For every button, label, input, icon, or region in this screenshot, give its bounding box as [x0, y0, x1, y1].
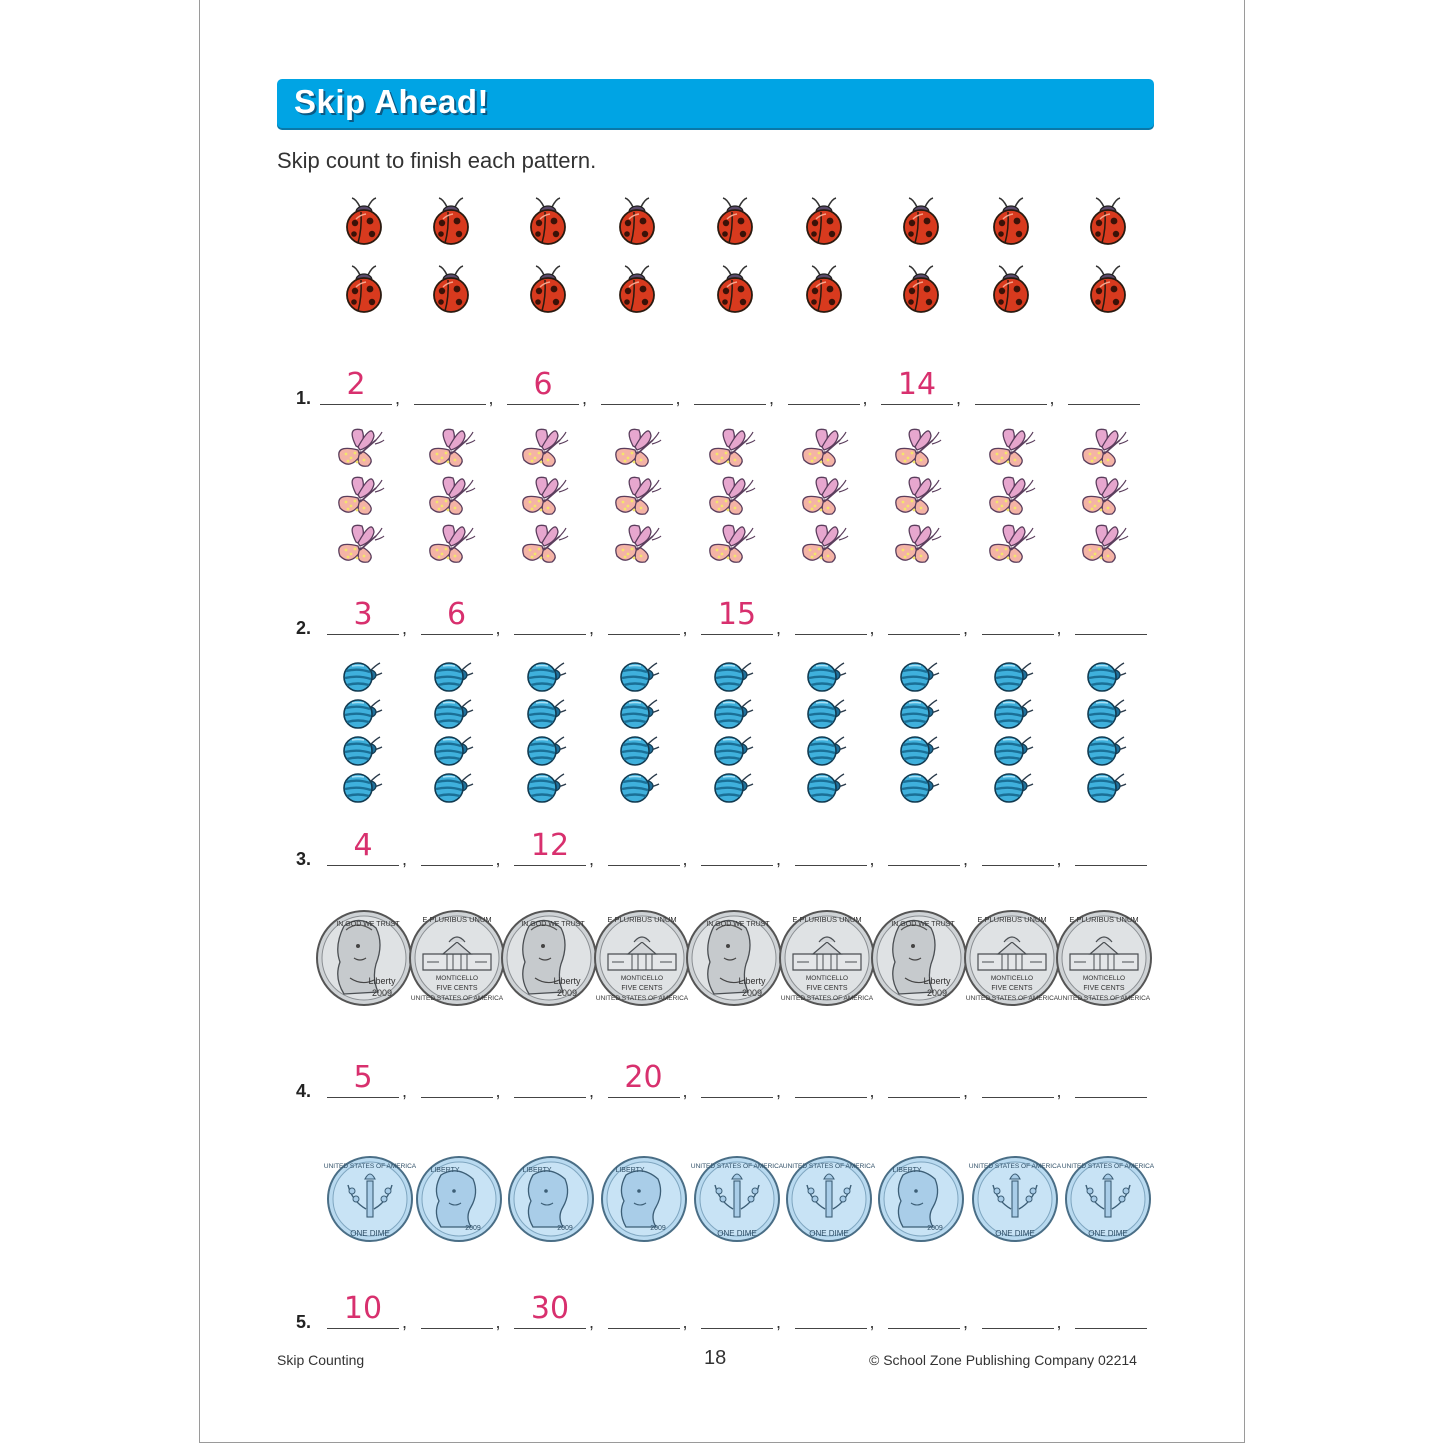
ladybug-icon [531, 198, 565, 244]
beetle-icon [715, 700, 753, 728]
butterfly-icon [616, 525, 661, 562]
answer-blank[interactable] [888, 1067, 960, 1098]
nickel-motto: IN GOD WE TRUST [521, 921, 585, 928]
ladybug-icon [1091, 266, 1125, 312]
dime-country: UNITED STATES OF AMERICA [968, 1163, 1062, 1170]
beetle-icon [995, 663, 1033, 691]
answer-value: 20 [624, 1060, 663, 1095]
ladybug-icon [904, 198, 938, 244]
answer-blank[interactable] [982, 1298, 1054, 1329]
nickel-monticello: MONTICELLO [805, 975, 849, 982]
separator-comma: , [776, 618, 782, 638]
beetle-icon [344, 737, 382, 765]
nickel-value: FIVE CENTS [436, 985, 478, 992]
answer-blank[interactable] [701, 597, 773, 635]
answer-blank[interactable] [608, 1298, 680, 1329]
ladybug-icon [434, 266, 468, 312]
nickel-country: UNITED STATES OF AMERICA [410, 995, 504, 1002]
butterfly-icon [339, 525, 384, 562]
answer-blank[interactable] [421, 1298, 493, 1329]
nickel-liberty: Liberty [738, 976, 766, 986]
nickel-motto: IN GOD WE TRUST [706, 921, 770, 928]
butterfly-icon [803, 429, 848, 466]
dime-liberty: LIBERTY [522, 1167, 552, 1174]
answer-blank[interactable] [982, 835, 1054, 866]
beetle-icon [715, 737, 753, 765]
separator-comma: , [495, 1081, 501, 1101]
problem-row [0, 367, 1445, 422]
answer-value: 30 [530, 1291, 570, 1326]
nickel-value: FIVE CENTS [991, 985, 1033, 992]
beetle-icon [995, 700, 1033, 728]
separator-comma: , [862, 388, 868, 408]
separator-comma: , [963, 1081, 969, 1101]
nickel-motto: IN GOD WE TRUST [336, 921, 400, 928]
beetle-icon [1088, 737, 1126, 765]
ladybug-icon [718, 266, 752, 312]
ladybug-icon [994, 266, 1028, 312]
beetle-icon [808, 774, 846, 802]
answer-blank[interactable] [975, 374, 1047, 405]
beetle-icon [528, 774, 566, 802]
separator-comma: , [963, 1312, 969, 1332]
separator-comma: , [402, 1312, 408, 1332]
ladybug-icon [347, 266, 381, 312]
nickel-motto: IN GOD WE TRUST [891, 921, 955, 928]
separator-comma: , [776, 849, 782, 869]
answer-value: 15 [717, 597, 757, 632]
beetle-icon [435, 737, 473, 765]
separator-comma: , [589, 1312, 595, 1332]
butterfly-icon [1083, 429, 1128, 466]
beetle-icon [528, 663, 566, 691]
separator-comma: , [589, 849, 595, 869]
dime-value: ONE DIME [809, 1229, 849, 1238]
answer-blank[interactable] [795, 835, 867, 866]
dime-country: UNITED STATES OF AMERICA [1061, 1163, 1155, 1170]
beetle-icon [528, 700, 566, 728]
separator-comma: , [402, 849, 408, 869]
separator-comma: , [682, 849, 688, 869]
butterfly-icon [523, 477, 568, 514]
nickel-pluribus: E PLURIBUS UNUM [607, 915, 677, 924]
separator-comma: , [869, 1312, 875, 1332]
dime-value: ONE DIME [350, 1229, 390, 1238]
beetle-icon [995, 737, 1033, 765]
ladybug-icon [807, 266, 841, 312]
beetle-icon [1088, 774, 1126, 802]
separator-comma: , [1056, 618, 1062, 638]
answer-blank[interactable] [888, 835, 960, 866]
page-number: 18 [704, 1347, 727, 1369]
beetle-icon [715, 663, 753, 691]
separator-comma: , [495, 1312, 501, 1332]
beetle-icon [1088, 663, 1126, 691]
beetle-icon [621, 700, 659, 728]
answer-value: 14 [897, 367, 937, 402]
separator-comma: , [682, 1081, 688, 1101]
instructions: Skip count to finish each pattern. [277, 148, 597, 173]
butterfly-icon [1083, 525, 1128, 562]
separator-comma: , [869, 618, 875, 638]
ladybug-icon [1091, 198, 1125, 244]
beetle-icon [528, 737, 566, 765]
separator-comma: , [402, 1081, 408, 1101]
butterfly-icon [896, 525, 941, 562]
butterfly-icon [1083, 477, 1128, 514]
nickel-pluribus: E PLURIBUS UNUM [1069, 915, 1139, 924]
nickel-liberty: Liberty [553, 976, 581, 986]
answer-blank[interactable] [701, 1067, 773, 1098]
answer-value: 5 [353, 1060, 373, 1095]
beetle-icon [901, 663, 939, 691]
answer-blank[interactable] [608, 835, 680, 866]
problem-row [0, 1291, 1445, 1346]
problem-row [0, 597, 1445, 652]
dime-country: UNITED STATES OF AMERICA [690, 1163, 784, 1170]
page-title: Skip Ahead! [294, 83, 489, 120]
answer-blank[interactable] [414, 374, 486, 405]
separator-comma: , [488, 388, 494, 408]
separator-comma: , [402, 618, 408, 638]
beetle-icon [901, 700, 939, 728]
ladybug-icon [347, 198, 381, 244]
nickel-pluribus: E PLURIBUS UNUM [977, 915, 1047, 924]
butterfly-icon [710, 477, 755, 514]
ladybug-icon [434, 198, 468, 244]
butterfly-icon [896, 477, 941, 514]
beetle-icon [621, 663, 659, 691]
answer-blank[interactable] [795, 604, 867, 635]
nickel-year: 2009 [556, 988, 578, 998]
problem-row [0, 828, 1445, 883]
separator-comma: , [956, 388, 962, 408]
butterfly-icon [803, 477, 848, 514]
nickel-liberty: Liberty [368, 976, 396, 986]
answer-blank[interactable] [608, 1060, 680, 1098]
butterfly-icon [430, 525, 475, 562]
separator-comma: , [776, 1312, 782, 1332]
ladybug-icon [620, 198, 654, 244]
answer-blank[interactable] [982, 1067, 1054, 1098]
answer-blank[interactable] [514, 604, 586, 635]
separator-comma: , [963, 618, 969, 638]
answer-blank[interactable] [1068, 374, 1140, 405]
beetle-icon [901, 737, 939, 765]
answer-blank[interactable] [1075, 604, 1147, 635]
answer-blank[interactable] [982, 604, 1054, 635]
nickel-value: FIVE CENTS [621, 985, 663, 992]
butterfly-icon [710, 429, 755, 466]
answer-blank[interactable] [795, 1298, 867, 1329]
beetle-icon [995, 774, 1033, 802]
dime-value: ONE DIME [995, 1229, 1035, 1238]
butterfly-icon [990, 477, 1035, 514]
answer-blank[interactable] [327, 1291, 399, 1329]
beetle-icon [1088, 700, 1126, 728]
separator-comma: , [582, 388, 588, 408]
footer-subject: Skip Counting [277, 1352, 365, 1368]
answer-blank[interactable] [507, 367, 579, 405]
answer-blank[interactable] [701, 835, 773, 866]
separator-comma: , [1049, 388, 1055, 408]
butterfly-icon [430, 477, 475, 514]
ladybug-icon [718, 198, 752, 244]
nickel-pluribus: E PLURIBUS UNUM [422, 915, 492, 924]
answer-blank[interactable] [514, 1291, 586, 1329]
dime-liberty: LIBERTY [615, 1167, 645, 1174]
ladybug-icon [807, 198, 841, 244]
nickel-value: FIVE CENTS [1083, 985, 1125, 992]
beetle-icon [435, 774, 473, 802]
beetle-icon [344, 663, 382, 691]
dime-value: ONE DIME [1088, 1229, 1128, 1238]
beetle-icon [808, 700, 846, 728]
nickel-value: FIVE CENTS [806, 985, 848, 992]
answer-blank[interactable] [327, 597, 399, 635]
butterfly-icon [990, 525, 1035, 562]
answer-blank[interactable] [881, 367, 953, 405]
answer-blank[interactable] [601, 374, 673, 405]
problem-number: 2. [296, 618, 312, 638]
separator-comma: , [589, 618, 595, 638]
butterfly-icon [339, 429, 384, 466]
answer-blank[interactable] [1075, 835, 1147, 866]
answer-value: 12 [530, 828, 570, 863]
answer-blank[interactable] [421, 835, 493, 866]
answer-value: 6 [533, 367, 553, 402]
nickel-monticello: MONTICELLO [1082, 975, 1126, 982]
nickel-country: UNITED STATES OF AMERICA [780, 995, 874, 1002]
dime-country: UNITED STATES OF AMERICA [323, 1163, 417, 1170]
butterfly-icon [430, 429, 475, 466]
answer-blank[interactable] [320, 367, 392, 405]
beetle-icon [621, 737, 659, 765]
answer-value: 6 [446, 597, 467, 632]
copyright: © School Zone Publishing Company 02214 [869, 1352, 1137, 1368]
beetle-icon [435, 700, 473, 728]
separator-comma: , [395, 388, 401, 408]
answer-value: 10 [343, 1291, 383, 1326]
answer-blank[interactable] [888, 1298, 960, 1329]
nickel-monticello: MONTICELLO [435, 975, 479, 982]
ladybug-icon [531, 266, 565, 312]
butterfly-icon [710, 525, 755, 562]
nickel-year: 2009 [741, 988, 763, 998]
butterfly-icon [523, 429, 568, 466]
dime-year: 2009 [465, 1225, 481, 1232]
dime-year: 2009 [650, 1225, 666, 1232]
dime-year: 2009 [927, 1225, 943, 1232]
problem-number: 5. [296, 1312, 312, 1332]
answer-blank[interactable] [788, 374, 860, 405]
separator-comma: , [1056, 849, 1062, 869]
answer-blank[interactable] [1075, 1298, 1147, 1329]
separator-comma: , [769, 388, 775, 408]
beetle-icon [901, 774, 939, 802]
beetle-icon [344, 700, 382, 728]
separator-comma: , [869, 849, 875, 869]
butterfly-icon [896, 429, 941, 466]
butterfly-icon [990, 429, 1035, 466]
answer-blank[interactable] [421, 597, 493, 635]
ladybug-icon [620, 266, 654, 312]
answer-blank[interactable] [421, 1067, 493, 1098]
nickel-pluribus: E PLURIBUS UNUM [792, 915, 862, 924]
problem-row [0, 1060, 1445, 1115]
separator-comma: , [869, 1081, 875, 1101]
nickel-monticello: MONTICELLO [990, 975, 1034, 982]
nickel-monticello: MONTICELLO [620, 975, 664, 982]
dime-liberty: LIBERTY [892, 1167, 922, 1174]
separator-comma: , [495, 849, 501, 869]
problem-number: 4. [296, 1081, 312, 1101]
answer-value: 2 [346, 367, 366, 402]
dime-country: UNITED STATES OF AMERICA [782, 1163, 876, 1170]
beetle-icon [808, 663, 846, 691]
butterfly-icon [803, 525, 848, 562]
answer-blank[interactable] [795, 1067, 867, 1098]
separator-comma: , [1056, 1081, 1062, 1101]
answer-blank[interactable] [514, 828, 586, 866]
nickel-country: UNITED STATES OF AMERICA [965, 995, 1059, 1002]
answer-blank[interactable] [888, 604, 960, 635]
dime-value: ONE DIME [717, 1229, 757, 1238]
butterfly-icon [339, 477, 384, 514]
answer-blank[interactable] [514, 1067, 586, 1098]
nickel-country: UNITED STATES OF AMERICA [1057, 995, 1151, 1002]
answer-blank[interactable] [608, 604, 680, 635]
separator-comma: , [776, 1081, 782, 1101]
beetle-icon [621, 774, 659, 802]
beetle-icon [344, 774, 382, 802]
beetle-icon [435, 663, 473, 691]
nickel-liberty: Liberty [923, 976, 951, 986]
separator-comma: , [682, 1312, 688, 1332]
ladybug-icon [904, 266, 938, 312]
dime-year: 2009 [557, 1225, 573, 1232]
answer-value: 4 [353, 828, 373, 863]
dime-liberty: LIBERTY [430, 1167, 460, 1174]
answer-blank[interactable] [701, 1298, 773, 1329]
ladybug-icon [994, 198, 1028, 244]
answer-blank[interactable] [327, 1060, 399, 1098]
problem-number: 3. [296, 849, 312, 869]
butterfly-icon [523, 525, 568, 562]
butterfly-icon [616, 429, 661, 466]
answer-blank[interactable] [1075, 1067, 1147, 1098]
nickel-year: 2009 [371, 988, 393, 998]
separator-comma: , [682, 618, 688, 638]
answer-blank[interactable] [327, 828, 399, 866]
separator-comma: , [589, 1081, 595, 1101]
answer-value: 3 [353, 597, 373, 632]
beetle-icon [715, 774, 753, 802]
nickel-year: 2009 [926, 988, 948, 998]
problem-number: 1. [296, 388, 312, 408]
separator-comma: , [675, 388, 681, 408]
answer-blank[interactable] [694, 374, 766, 405]
separator-comma: , [1056, 1312, 1062, 1332]
nickel-country: UNITED STATES OF AMERICA [595, 995, 689, 1002]
butterfly-icon [616, 477, 661, 514]
separator-comma: , [963, 849, 969, 869]
separator-comma: , [495, 618, 501, 638]
beetle-icon [808, 737, 846, 765]
